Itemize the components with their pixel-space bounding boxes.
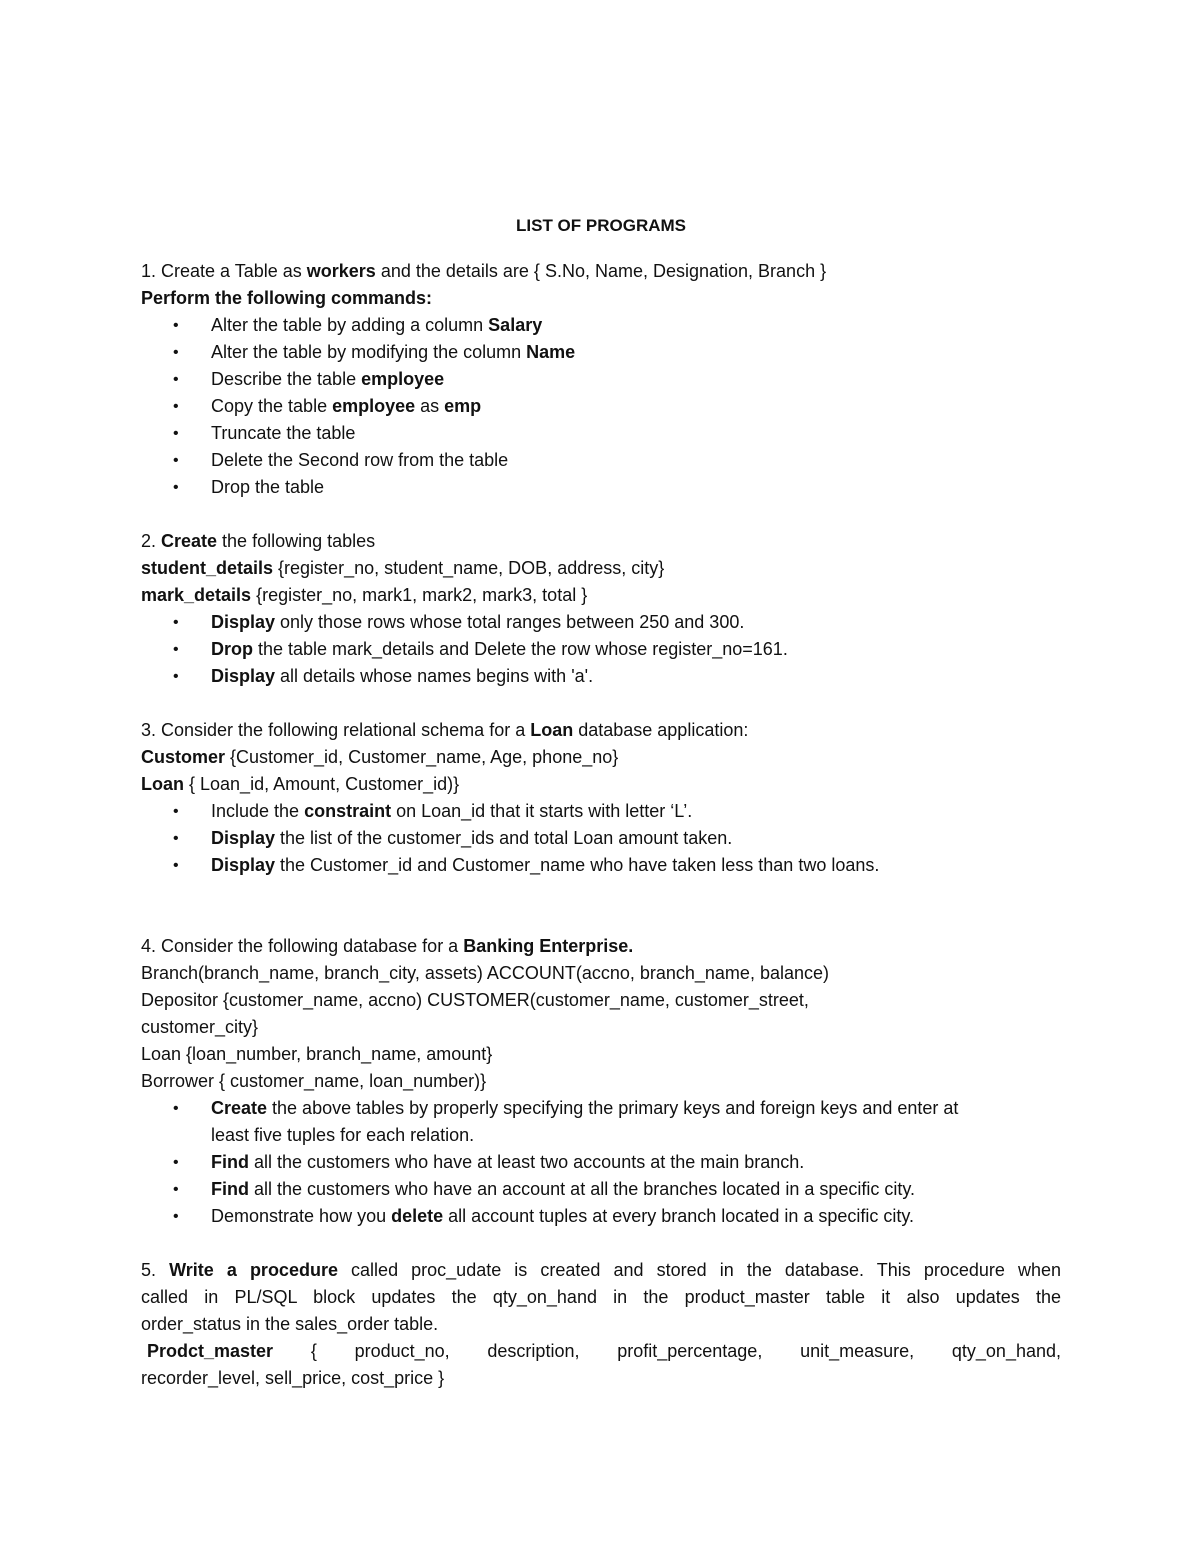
program-5-statement-line: called in PL/SQL block updates the qty_on_hand in the product_master table it also updates the <box>141 1287 1061 1307</box>
list-item: • Display only those rows whose total ranges between 250 and 300. <box>141 609 1061 636</box>
program-2 <box>141 528 1061 690</box>
list-item: • Display the list of the customer_ids and total Loan amount taken. <box>141 825 1061 852</box>
bullet-icon: • <box>173 668 179 685</box>
list-item: • Copy the table employee as emp <box>141 393 1061 420</box>
program-1-list <box>141 312 1061 501</box>
bullet-icon: • <box>173 398 179 415</box>
list-item: • Describe the table employee <box>141 366 1061 393</box>
bullet-icon: • <box>173 479 179 496</box>
program-3-list <box>141 798 1061 879</box>
list-item: • Truncate the table <box>141 420 1061 447</box>
program-2-schema-mark: mark_details {register_no, mark1, mark2, mark3, total } <box>141 585 588 605</box>
program-4-schema-line: Loan {loan_number, branch_name, amount} <box>141 1044 493 1064</box>
program-4-schema-line: Borrower { customer_name, loan_number)} <box>141 1071 487 1091</box>
program-4-schema-line: customer_city} <box>141 1017 259 1037</box>
program-4-list <box>141 1095 1061 1230</box>
bullet-icon: • <box>173 830 179 847</box>
program-4-statement: 4. Consider the following database for a Banking Enterprise. <box>141 936 634 956</box>
list-item: • Demonstrate how you delete all account tuples at every branch located in a specific city. <box>141 1203 1061 1230</box>
list-item: • Create the above tables by properly specifying the primary keys and foreign keys and enter at least five tuples for each relation. <box>141 1095 1061 1149</box>
bullet-icon: • <box>173 641 179 658</box>
bullet-icon: • <box>173 1154 179 1171</box>
list-item: • Drop the table mark_details and Delete the row whose register_no=161. <box>141 636 1061 663</box>
program-5-schema-line: Prodct_master { product_no, description, profit_percentage, unit_measure, qty_on_hand, <box>147 1341 1061 1361</box>
bullet-icon: • <box>173 1208 179 1225</box>
list-item: • Display the Customer_id and Customer_name who have taken less than two loans. <box>141 852 1061 879</box>
list-item: • Display all details whose names begins with 'a'. <box>141 663 1061 690</box>
program-4-schema-line: Depositor {customer_name, accno) CUSTOMER(customer_name, customer_street, <box>141 990 809 1010</box>
bullet-icon: • <box>173 614 179 631</box>
list-item: • Include the constraint on Loan_id that it starts with letter ‘L’. <box>141 798 1061 825</box>
bullet-icon: • <box>173 344 179 361</box>
program-3-statement: 3. Consider the following relational schema for a Loan database application: <box>141 720 749 740</box>
bullet-icon: • <box>173 803 179 820</box>
bullet-icon: • <box>173 452 179 469</box>
program-3 <box>141 717 1061 879</box>
list-item: • Drop the table <box>141 474 1061 501</box>
program-2-statement: 2. Create the following tables <box>141 531 376 551</box>
program-4 <box>141 933 1061 1230</box>
bullet-icon: • <box>173 1181 179 1198</box>
list-item: • Delete the Second row from the table <box>141 447 1061 474</box>
program-5-schema-line: recorder_level, sell_price, cost_price } <box>141 1368 445 1388</box>
bullet-icon: • <box>173 1100 179 1117</box>
bullet-icon: • <box>173 857 179 874</box>
program-2-list <box>141 609 1061 690</box>
program-3-schema-loan: Loan { Loan_id, Amount, Customer_id)} <box>141 774 460 794</box>
program-5-statement-line: order_status in the sales_order table. <box>141 1314 439 1334</box>
program-5 <box>141 1257 1061 1392</box>
program-4-schema-line: Branch(branch_name, branch_city, assets) ACCOUNT(accno, branch_name, balance) <box>141 963 829 983</box>
bullet-icon: • <box>173 425 179 442</box>
program-2-schema-student: student_details {register_no, student_name, DOB, address, city} <box>141 558 665 578</box>
list-item: • Find all the customers who have at least two accounts at the main branch. <box>141 1149 1061 1176</box>
document-body <box>141 212 1061 1419</box>
program-1-statement: 1. Create a Table as workers and the details are { S.No, Name, Designation, Branch } <box>141 261 827 281</box>
list-item: • Alter the table by modifying the column Name <box>141 339 1061 366</box>
bullet-icon: • <box>173 371 179 388</box>
list-item: • Find all the customers who have an account at all the branches located in a specific city. <box>141 1176 1061 1203</box>
list-item: • Alter the table by adding a column Salary <box>141 312 1061 339</box>
program-1-subheading: Perform the following commands: <box>141 288 433 308</box>
bullet-icon: • <box>173 317 179 334</box>
program-5-statement-line: 5. Write a procedure called proc_udate is created and stored in the database. This procedure when <box>141 1260 1061 1280</box>
page-title: LIST OF PROGRAMS <box>516 216 686 235</box>
program-1 <box>141 258 1061 501</box>
program-3-schema-customer: Customer {Customer_id, Customer_name, Age, phone_no} <box>141 747 619 767</box>
